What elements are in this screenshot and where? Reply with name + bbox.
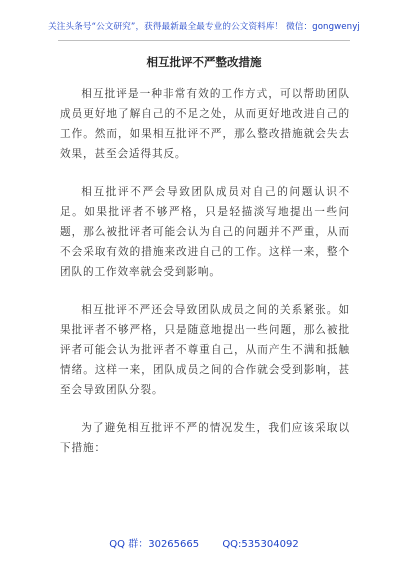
paragraph-4: 为了避免相互批评不严的情况发生，我们应该采取以下措施： [60,422,350,454]
footer-qq-group: QQ 群：30265665 [109,539,200,550]
document-body [60,84,350,476]
footer-qq: QQ:535304092 [222,539,299,550]
paragraph-3: 相互批评不严还会导致团队成员之间的关系紧张。如果批评者不够严格，只是随意地提出一些问题，那么被批评者可能会认为批评者不尊重自己，从而产生不满和抵触情绪。这样一来，团队成员之间的合作就会受到影响，甚至会导致团队分裂。 [60,304,350,396]
page-title: 相互批评不严整改措施 [146,55,262,69]
footer-contact [0,535,408,550]
paragraph-2: 相互批评不严会导致团队成员对自己的问题认识不足。如果批评者不够严格，只是轻描淡写地提出一些问题，那么被批评者可能会认为自己的问题并不严重，从而不会采取有效的措施来改进自己的工作。这样一来，整个团队的工作效率就会受到影响。 [60,186,350,278]
header-banner: 关注头条号“公文研究”，获得最新最全最专业的公文资料库！ 微信：gongwenyj [48,22,360,32]
header-divider [58,40,350,41]
paragraph-1: 相互批评是一种非常有效的工作方式，可以帮助团队成员更好地了解自己的不足之处，从而更好地改进自己的工作。然而，如果相互批评不严，那么整改措施就会失去效果，甚至会适得其反。 [60,88,350,160]
